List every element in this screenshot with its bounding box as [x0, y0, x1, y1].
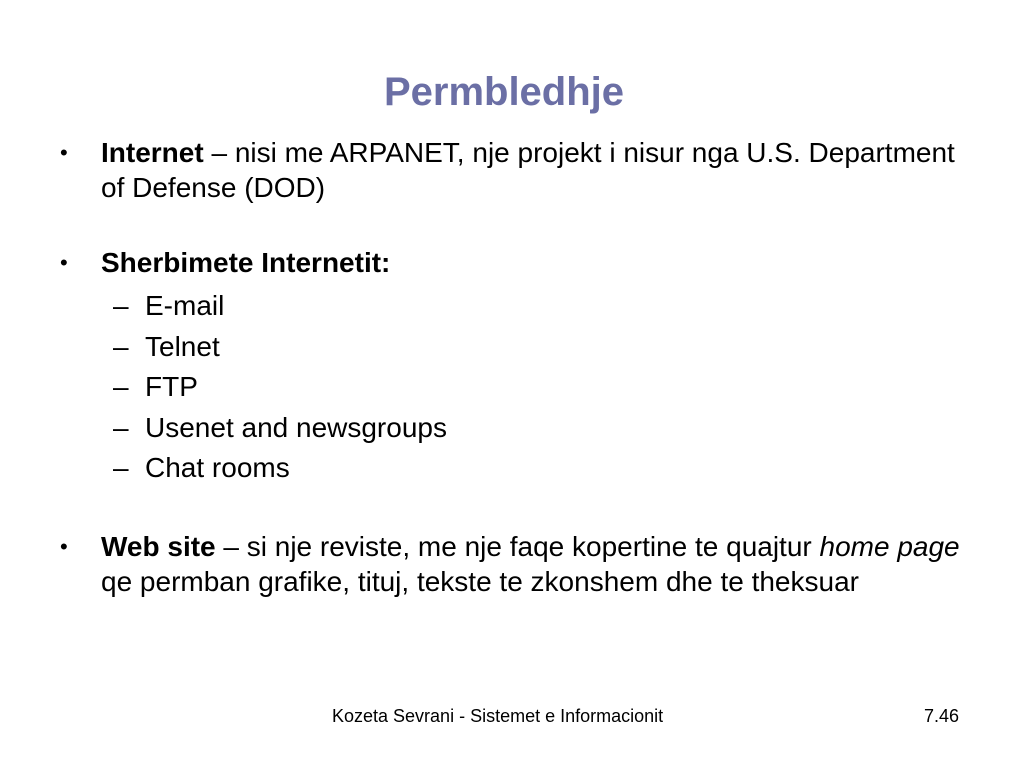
slide-body	[58, 135, 978, 599]
list-item	[58, 286, 978, 327]
dash-icon: –	[113, 290, 129, 321]
bullet-text: – si nje reviste, me nje faqe kopertine te quajtur	[215, 530, 820, 562]
list-item-label: Telnet	[145, 330, 220, 362]
list-item-label: FTP	[145, 371, 198, 402]
bullet-internet-services	[58, 245, 978, 280]
list-item-label: Usenet and newsgroups	[145, 411, 447, 443]
list-item	[58, 327, 978, 368]
bullet-italic-text: home page	[819, 530, 960, 562]
list-item	[58, 367, 978, 408]
dash-icon: –	[113, 371, 129, 402]
bullet-text: qe permban grafike, tituj, tekste te zkonshem dhe te theksuar	[101, 565, 859, 597]
bullet-dot-icon: •	[60, 140, 68, 165]
dash-icon: –	[113, 452, 129, 483]
list-item	[58, 448, 978, 489]
bullet-term: Internet	[101, 137, 204, 168]
spacer	[58, 489, 978, 529]
bullet-web-site	[58, 529, 978, 599]
bullet-internet	[58, 135, 978, 205]
list-item-label: Chat rooms	[145, 452, 290, 483]
footer-author: Kozeta Sevrani - Sistemet e Informacionit	[332, 706, 664, 726]
dash-icon: –	[113, 411, 129, 443]
bullet-term: Sherbimete Internetit:	[101, 247, 391, 278]
slide-title: Permbledhje	[383, 70, 625, 114]
list-item	[58, 408, 978, 449]
dash-icon: –	[113, 330, 129, 362]
list-item-label: E-mail	[145, 290, 225, 321]
bullet-term: Web site	[101, 530, 216, 562]
bullet-dot-icon: •	[60, 533, 68, 559]
bullet-text: – nisi me ARPANET, nje projekt i nisur nga U.S. Department of Defense (DOD)	[101, 137, 955, 203]
footer-page-number: 7.46	[924, 706, 960, 726]
services-list	[58, 286, 978, 489]
spacer	[58, 205, 978, 245]
bullet-dot-icon: •	[60, 250, 68, 275]
